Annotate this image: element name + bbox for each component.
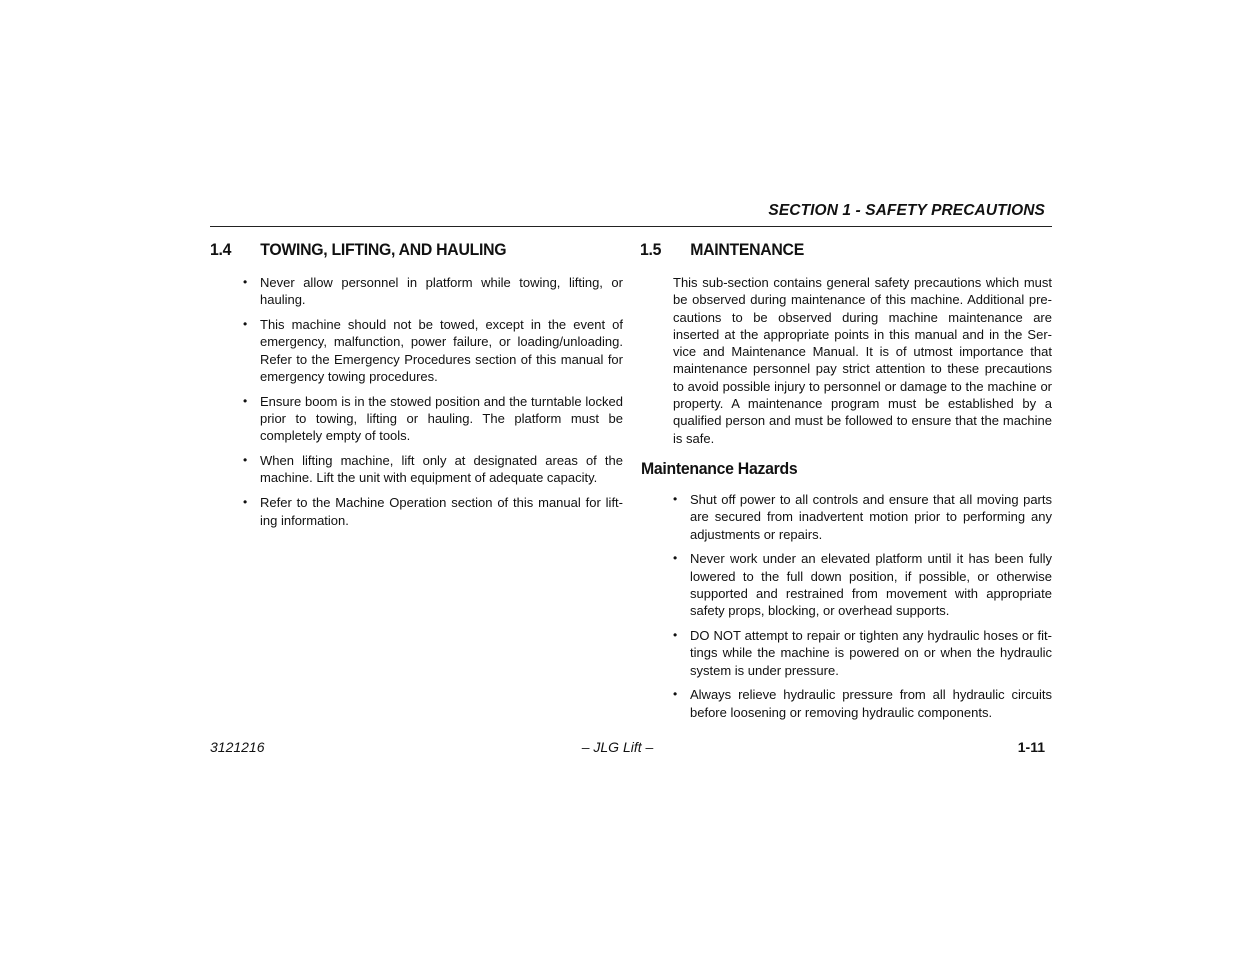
bullet-icon: •: [243, 317, 248, 332]
list-item-text: Always relieve hydraulic pressure from all hydraulic circuits before loosening or removing hydraulic components.: [690, 687, 1052, 720]
list-item: [210, 274, 623, 309]
left-column: [210, 240, 623, 536]
list-item: [640, 550, 1052, 619]
towing-bullet-list: [210, 274, 623, 529]
bullet-icon: •: [673, 491, 678, 506]
list-item: [210, 316, 623, 385]
list-item-text: DO NOT attempt to repair or tighten any hydraulic hoses or fit-tings while the machine is powered on or when the hydraulic system is under pressure.: [690, 628, 1052, 678]
bullet-icon: •: [243, 393, 248, 408]
bullet-icon: •: [673, 551, 678, 566]
subheading-maintenance-hazards: Maintenance Hazards: [641, 458, 798, 478]
section-heading-towing: [210, 240, 594, 260]
list-item: [640, 491, 1052, 543]
section-title: MAINTENANCE: [690, 240, 804, 259]
bullet-icon: •: [243, 495, 248, 510]
list-item: [640, 686, 1052, 721]
maintenance-intro: This sub-section contains general safety precautions which must be observed during maintenance of this machine. Additional pre-cautions to be observed during machine maintenance are inserted at the appropriate points in this manual and in the Ser-vice and Maintenance Manual. It is of utmost importance that maintenance personnel pay strict attention to these precautions to avoid possible injury to personnel or damage to the machine or property. A maintenance program must be established by a qualified person and must be followed to ensure that the machine is safe.: [673, 275, 1052, 446]
list-item-text: Shut off power to all controls and ensure that all moving parts are secured from inadvertent motion prior to performing any adjustments or repairs.: [690, 491, 1052, 542]
list-item: [640, 627, 1052, 679]
section-header-title: SECTION 1 - SAFETY PRECAUTIONS: [768, 202, 1045, 219]
list-item-text: This machine should not be towed, except in the event of emergency, malfunction, power failure, or loading/unloading. Refer to the Emergency Procedures section of this manual for emergency towing procedures.: [260, 317, 623, 384]
right-column: [640, 240, 1052, 729]
hazards-bullet-list: [640, 491, 1052, 721]
list-item: [210, 393, 623, 445]
list-item-text: When lifting machine, lift only at designated areas of the machine. Lift the unit with equipment of adequate capacity.: [260, 453, 623, 486]
section-heading-maintenance: [640, 240, 1023, 260]
bullet-icon: •: [243, 453, 248, 468]
footer-publisher: – JLG Lift –: [581, 739, 654, 755]
footer-page-number: 1-11: [1017, 739, 1045, 755]
section-title: TOWING, LIFTING, AND HAULING: [260, 240, 507, 259]
list-item: [210, 494, 623, 529]
list-item-text: Never allow personnel in platform while towing, lifting, or hauling.: [260, 275, 623, 308]
footer-doc-number: 3121216: [210, 739, 265, 755]
list-item-text: Never work under an elevated platform until it has been fully lowered to the full down position, if possible, or otherwise supported and restrained from movement with appropriate safety props, blocking, or overhead supports.: [690, 551, 1052, 619]
section-number: 1.4: [210, 240, 232, 259]
bullet-icon: •: [673, 687, 678, 702]
bullet-icon: •: [673, 628, 678, 643]
list-item: [210, 452, 623, 487]
list-item-text: Ensure boom is in the stowed position and the turntable locked prior to towing, lifting or hauling. The platform must be completely empty of tools.: [260, 393, 623, 444]
section-number: 1.5: [640, 240, 662, 259]
list-item-text: Refer to the Machine Operation section of this manual for lift-ing information.: [260, 495, 623, 528]
running-header: [210, 202, 1052, 220]
header-divider: [210, 226, 1052, 227]
bullet-icon: •: [243, 275, 248, 289]
